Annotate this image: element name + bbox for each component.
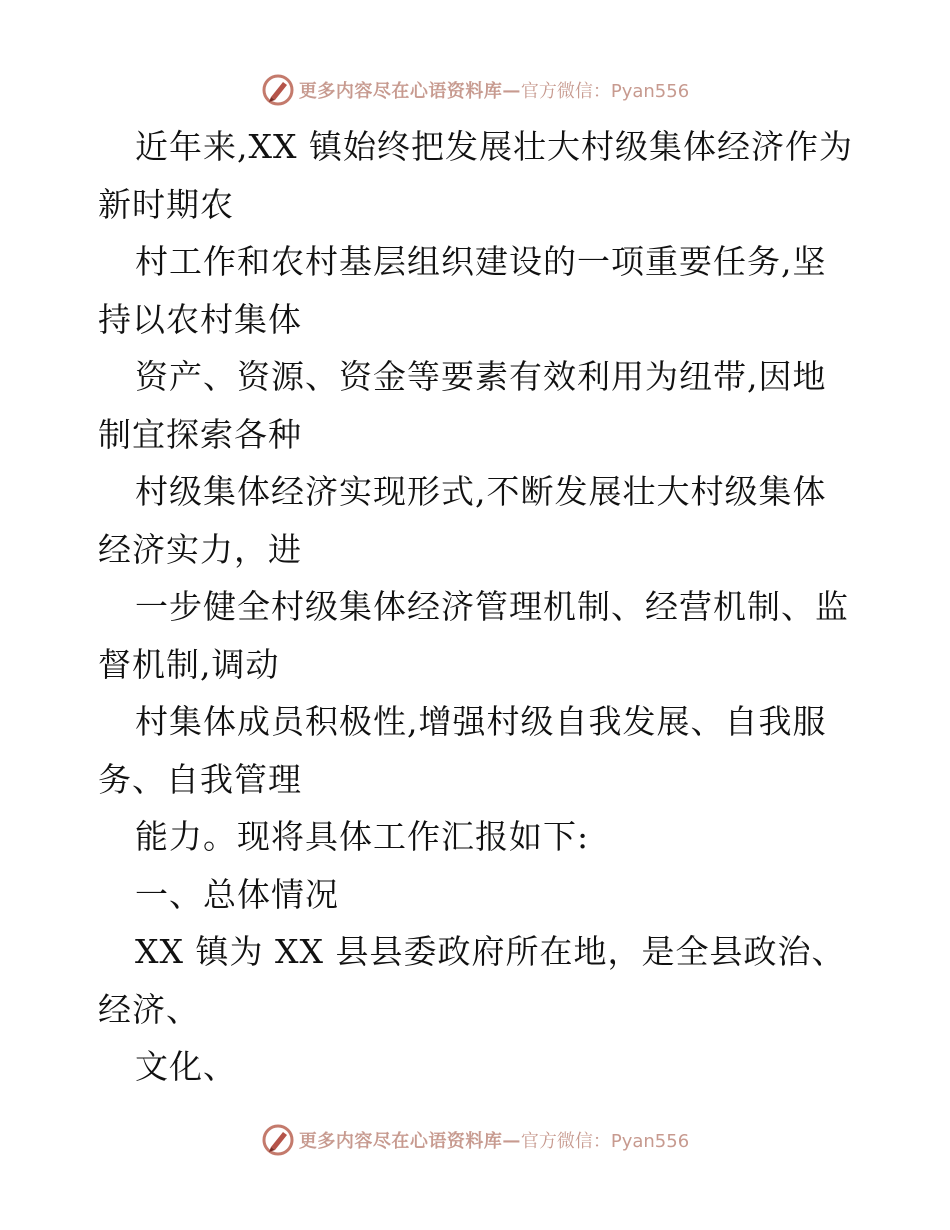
body-line: 新时期农 [98, 184, 234, 224]
watermark-text: 更多内容尽在心语资料库 [298, 81, 503, 102]
body-line: 制宜探索各种 [98, 414, 302, 454]
body-line: 经济、 [98, 989, 200, 1029]
watermark-wechat: 官方微信：Pyan556 [520, 1131, 690, 1152]
body-line: 村集体成员积极性,增强村级自我发展、自我服 [135, 702, 827, 741]
watermark-text: 更多内容尽在心语资料库 [298, 1131, 503, 1152]
body-line: 村级集体经济实现形式,不断发展壮大村级集体 [135, 472, 827, 511]
body-line: 经济实力，进 [98, 529, 302, 569]
body-line: 督机制,调动 [98, 644, 280, 684]
section-heading: 一、总体情况 [135, 874, 339, 914]
footer-watermark [0, 1120, 950, 1160]
pen-logo-icon [261, 1123, 295, 1157]
body-line: XX 镇为 XX 县县委政府所在地，是全县政治、 [135, 932, 846, 971]
watermark-dash: — [502, 79, 521, 101]
document-body [98, 118, 868, 1096]
header-watermark [0, 70, 950, 110]
body-line: 能力。现将具体工作汇报如下: [135, 817, 590, 856]
pen-logo-icon [261, 73, 295, 107]
watermark-wechat: 官方微信：Pyan556 [520, 81, 690, 102]
body-line: 资产、资源、资金等要素有效利用为纽带,因地 [135, 357, 827, 396]
body-line: 村工作和农村基层组织建设的一项重要任务,坚 [135, 242, 827, 281]
body-line: 务、自我管理 [98, 759, 302, 799]
body-line: 一步健全村级集体经济管理机制、经营机制、监 [135, 587, 849, 626]
body-line: 近年来,XX 镇始终把发展壮大村级集体经济作为 [135, 127, 853, 166]
body-line: 持以农村集体 [98, 299, 302, 339]
watermark-dash: — [502, 1129, 521, 1151]
body-line: 文化、 [135, 1047, 237, 1086]
